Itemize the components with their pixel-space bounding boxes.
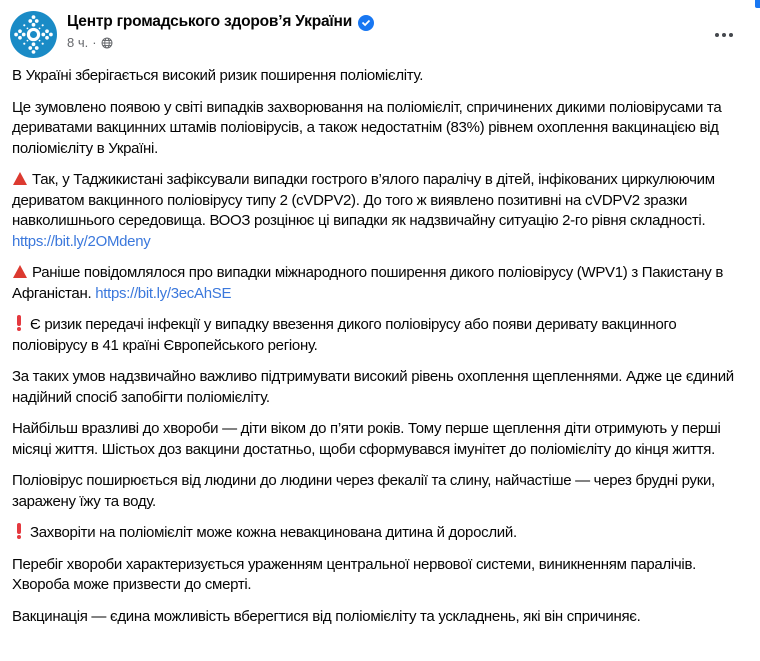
red-triangle-icon	[13, 172, 27, 185]
post-paragraph	[12, 555, 746, 596]
page-name[interactable]: Центр громадського здоров’я України	[67, 13, 353, 30]
post-link[interactable]: https://bit.ly/2OMdeny	[12, 232, 151, 250]
paragraph-text: Поліовірус поширюється від людини до людини через фекалії та слину, найчастіше — через брудні руки, заражену їжу та воду.	[12, 472, 715, 510]
paragraph-text: В Україні зберігається високий ризик поширення поліомієліту.	[12, 67, 424, 84]
corner-fragment	[755, 0, 760, 8]
paragraph-text: Захворіти на поліомієліт може кожна невакцинована дитина й дорослий.	[30, 524, 517, 541]
post-paragraph	[12, 419, 746, 460]
post-paragraph	[12, 66, 746, 87]
red-exclamation-icon	[15, 523, 22, 539]
page-logo-icon	[10, 11, 57, 58]
post-header	[0, 0, 760, 62]
verified-badge-icon	[358, 15, 374, 31]
post-paragraph	[12, 471, 746, 512]
post-paragraph	[12, 170, 746, 252]
paragraph-text: Є ризик передачі інфекції у випадку ввезення дикого поліовірусу або появи деривату вакцинного поліовірусу в 41 країні Європейського регіону.	[12, 316, 677, 354]
paragraph-text: Найбільш вразливі до хвороби — діти віком до п’яти років. Тому перше щеплення діти отримують у перші місяці життя. Шістьох доз вакцини достатньо, щоби сформувався імунітет до поліомієліту до кінця життя.	[12, 420, 721, 458]
globe-icon	[101, 37, 113, 49]
post-paragraph	[12, 367, 746, 408]
red-triangle-icon	[13, 265, 27, 278]
post-paragraph	[12, 315, 746, 356]
paragraph-text: Перебіг хвороби характеризується ураженням центральної нервової системи, виникненням паралічів. Хвороба може призвести до смерті.	[12, 555, 696, 593]
meta-separator: ·	[92, 35, 97, 50]
post-paragraph	[12, 523, 746, 544]
paragraph-text: Вакцинація — єдина можливість вберегтися від поліомієліту та ускладнень, які він спричиняє.	[12, 607, 641, 625]
timestamp[interactable]: 8 ч.	[67, 35, 89, 50]
post-meta	[67, 35, 374, 50]
dot-icon	[729, 33, 733, 37]
post-paragraph	[12, 263, 746, 304]
post-content	[0, 62, 760, 627]
post-paragraph	[12, 98, 746, 160]
red-exclamation-icon	[15, 315, 22, 331]
dot-icon	[722, 33, 726, 37]
post-paragraph	[12, 607, 746, 628]
paragraph-text: Це зумовлено появою у світі випадків захворювання на поліомієліт, спричинених дикими поліовірусами та дериватами вакцинних штамів поліовірусів, а також недостатнім (83%) рівнем охоплення вакцинацією від поліомієліту в Україні.	[12, 98, 722, 157]
paragraph-text: Так, у Таджикистані зафіксували випадки гострого в’ялого паралічу в дітей, інфікованих циркулюючим дериватом вакцинного поліовірусу типу 2 (cVDPV2). До того ж виявлено позитивні на cVDPV2 зразки навколишнього середовища. ВООЗ розцінює ці випадки як надзвичайну ситуацію 2-го рівня складності.	[12, 171, 715, 229]
dot-icon	[715, 33, 719, 37]
header-text	[67, 11, 374, 50]
paragraph-text: За таких умов надзвичайно важливо підтримувати високий рівень охоплення щепленнями. Адже це єдиний надійний спосіб запобігти поліомієліту.	[12, 368, 734, 406]
more-options-button[interactable]	[710, 26, 738, 44]
post-link[interactable]: https://bit.ly/3ecAhSE	[95, 284, 232, 302]
paragraph-text: Раніше повідомлялося про випадки міжнародного поширення дикого поліовірусу (WPV1) з Пакистану в Афганістан.	[12, 264, 724, 302]
avatar[interactable]	[10, 11, 57, 58]
